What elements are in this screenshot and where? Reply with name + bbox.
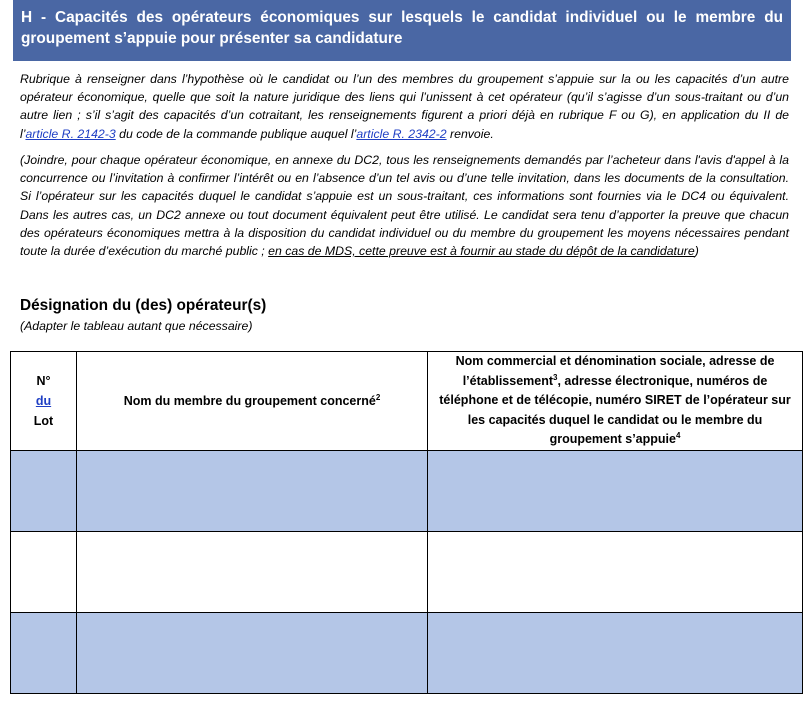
instructions-close: ) (694, 244, 699, 259)
column-header-operator (428, 352, 803, 451)
footnote-ref: 4 (675, 431, 681, 441)
member-cell[interactable] (77, 532, 428, 613)
intro-text-part: du code de la commande publique auquel l’ (115, 126, 357, 141)
operator-cell[interactable] (428, 613, 803, 694)
intro-text-part: renvoie. (446, 126, 494, 141)
operator-header-text: Nom commercial et dénomination sociale, adresse de l’établissement (455, 354, 775, 388)
member-cell[interactable] (77, 451, 428, 532)
intro-paragraph-1 (20, 70, 789, 143)
section-header (13, 0, 791, 61)
operators-table (10, 351, 803, 694)
lot-header-line: du (35, 394, 52, 408)
section-header-title: H - Capacités des opérateurs économiques sur lesquels le candidat individuel ou le membre du groupement s’appuie pour présenter sa candidature (21, 9, 783, 47)
designation-title: Désignation du (des) opérateur(s) (20, 297, 267, 314)
member-cell[interactable] (77, 613, 428, 694)
lot-cell[interactable] (11, 613, 77, 694)
table-row (11, 532, 803, 613)
operator-cell[interactable] (428, 451, 803, 532)
footnote-ref: 2 (375, 392, 381, 402)
article-r2342-2-link[interactable]: article R. 2342-2 (356, 126, 447, 141)
operator-header-text: , adresse électronique, numéros de téléphone et de télécopie, numéro SIRET de l’opérateur sur les capacités duquel le candidat ou le membre du groupement s’appuie (439, 373, 791, 447)
table-row (11, 613, 803, 694)
lot-cell[interactable] (11, 451, 77, 532)
intro-text-part: Rubrique à renseigner dans l’hypothèse où le candidat ou l’un des membres du groupement s’appuie sur la ou les capacités d’un autre opérateur économique, quelle que soit la nature juridique des liens qui l’unissent à cet opérateur (qu’il s’agisse d’un sous-traitant ou d’un autre lien ; s’il s’agit des capacités d’un cotraitant, les renseignements figurent a priori déjà en rubrique F ou G), en application du II de l’ (20, 72, 789, 141)
article-r2142-3-link[interactable]: article R. 2142-3 (25, 126, 116, 141)
footnote-ref: 3 (553, 372, 558, 382)
member-header-label: Nom du membre du groupement concerné (123, 394, 376, 408)
lot-header-line: Lot (33, 414, 54, 428)
intro-paragraph-2 (20, 151, 789, 260)
lot-header-line: N° (36, 374, 51, 388)
designation-note: (Adapter le tableau autant que nécessaire) (20, 319, 253, 333)
instructions-text: (Joindre, pour chaque opérateur économique, en annexe du DC2, tous les renseignements demandés par l’acheteur dans l'avis d'appel à la concurrence ou l’invitation à confirmer l’intérêt ou en l’absence d’un tel avis ou d’une telle invitation, dans les documents de la consultation. Si l’opérateur sur les capacités duquel le candidat s’appuie est un sous-traitant, ces informations sont fournies via le DC4 ou équivalent. Dans les autres cas, un DC2 annexe ou tout document équivalent peut être utilisé. Le candidat sera tenu d’apporter la preuve que chacun des opérateurs économiques mettra à la disposition du candidat individuel ou du membre du groupement les moyens nécessaires pendant toute la durée d’exécution du marché public ; (20, 153, 789, 259)
column-header-lot (11, 352, 77, 451)
table-row (11, 451, 803, 532)
lot-cell[interactable] (11, 532, 77, 613)
table-header-row (11, 352, 803, 451)
operator-cell[interactable] (428, 532, 803, 613)
column-header-member (77, 352, 428, 451)
mds-proof-note: en cas de MDS, cette preuve est à fournir au stade du dépôt de la candidature (268, 244, 695, 259)
